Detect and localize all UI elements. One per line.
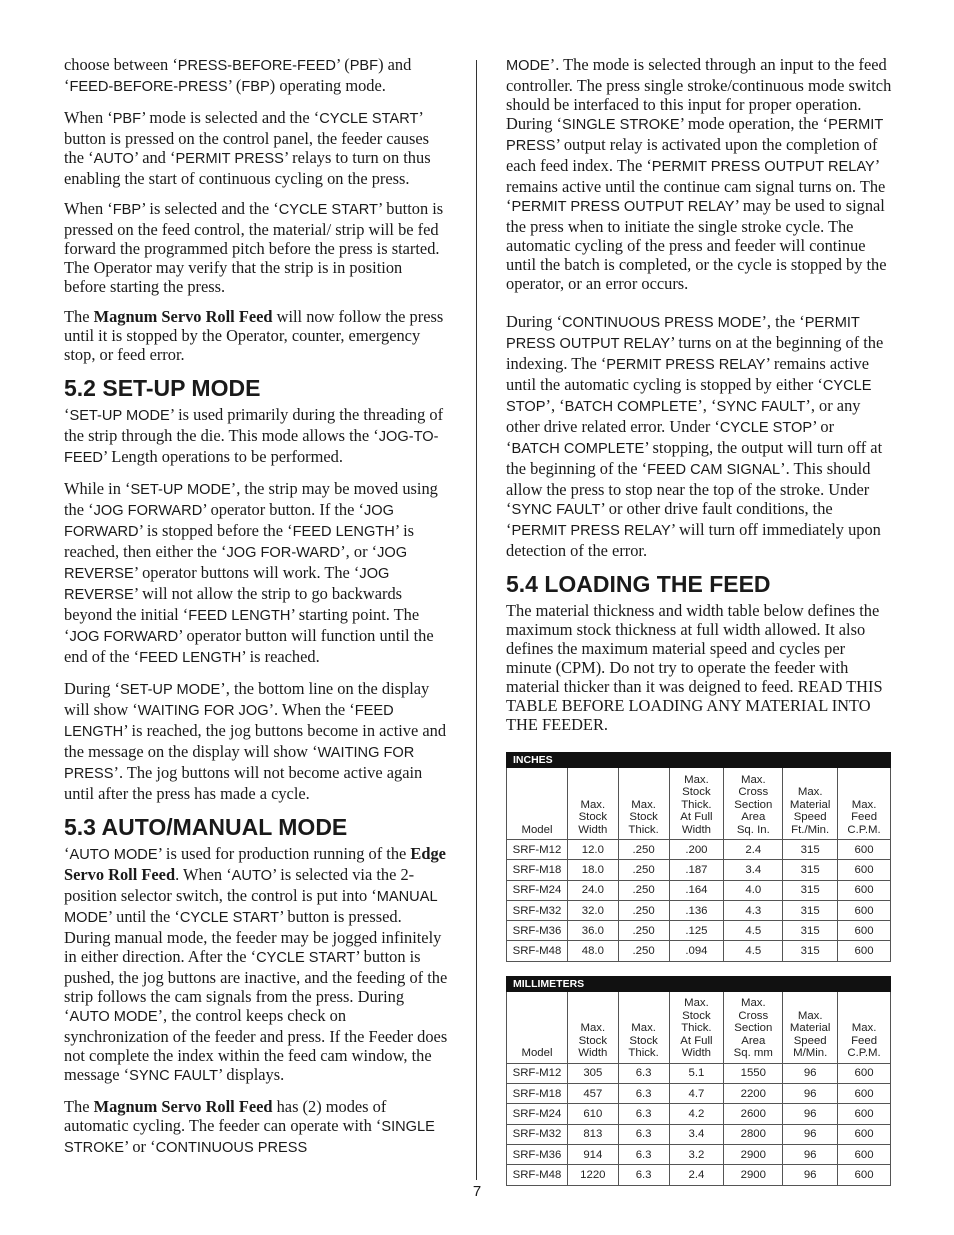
table-cell: 315: [783, 900, 838, 920]
table-cell: SRF-M24: [507, 880, 568, 900]
table-cell: SRF-M36: [507, 1144, 568, 1164]
table-cell: 6.3: [618, 1104, 669, 1124]
para-operating-mode: choose between ‘PRESS-BEFORE-FEED’ (PBF) and ‘FEED-BEFORE-PRESS’ (FBP) operating mode.: [64, 55, 412, 95]
table-cell: .250: [618, 941, 669, 961]
table-cell: 6.3: [618, 1165, 669, 1185]
table-cell: .187: [669, 860, 724, 880]
table-cell: 315: [783, 941, 838, 961]
table-cell: SRF-M12: [507, 840, 568, 860]
table-cell: 315: [783, 921, 838, 941]
table-cell: 914: [567, 1144, 618, 1164]
table-cell: 12.0: [567, 840, 618, 860]
spec-tables: [506, 752, 892, 1186]
table-cell: SRF-M48: [507, 941, 568, 961]
table-cell: 3.4: [724, 860, 783, 880]
column-header: Max. Stock Width: [567, 768, 618, 840]
table-cell: 610: [567, 1104, 618, 1124]
table-row: [507, 860, 891, 880]
table-unit-label: MILLIMETERS: [507, 976, 891, 991]
table-cell: .136: [669, 900, 724, 920]
table-cell: 4.0: [724, 880, 783, 900]
table-cell: 32.0: [567, 900, 618, 920]
heading-loading-feed: 5.4 LOADING THE FEED: [506, 571, 771, 597]
column-header: Max. Material Speed M/Min.: [783, 991, 838, 1063]
table-row: [507, 900, 891, 920]
table-cell: 600: [838, 880, 891, 900]
table-cell: 96: [783, 1084, 838, 1104]
table-cell: 600: [838, 1165, 891, 1185]
para-pbf-mode: When ‘PBF’ mode is selected and the ‘CYCLE START’ button is pressed on the control panel, the feeder causes the ‘AUTO’ and ‘PERMIT PRESS’ relays to turn on thus enabling the start of continuous cycling on the press.: [64, 108, 431, 188]
table-cell: .250: [618, 840, 669, 860]
table-cell: 600: [838, 1063, 891, 1083]
para-cycling-modes: The Magnum Servo Roll Feed has (2) modes of automatic cycling. The feeder can operate with ‘SINGLE STROKE’ or ‘CONTINUOUS PRESS: [64, 1097, 435, 1156]
table-row: [507, 1104, 891, 1124]
heading-setup-mode: 5.2 SET-UP MODE: [64, 375, 261, 401]
table-cell: SRF-M32: [507, 900, 568, 920]
column-header: Max. Cross Section Area Sq. mm: [724, 991, 783, 1063]
table-cell: SRF-M24: [507, 1104, 568, 1124]
table-cell: 2800: [724, 1124, 783, 1144]
table-cell: 96: [783, 1124, 838, 1144]
table-cell: 6.3: [618, 1063, 669, 1083]
table-cell: 4.3: [724, 900, 783, 920]
table-cell: .250: [618, 900, 669, 920]
column-header: Max. Stock Thick.: [618, 768, 669, 840]
table-cell: SRF-M18: [507, 1084, 568, 1104]
table-row: [507, 941, 891, 961]
table-cell: 813: [567, 1124, 618, 1144]
table-cell: 600: [838, 1124, 891, 1144]
para-auto-mode: ‘AUTO MODE’ is used for production running of the Edge Servo Roll Feed. When ‘AUTO’ is selected via the 2-position selector switch, the control is put into ‘MANUAL MODE’ until the ‘CYCLE START’ button is pressed. During manual mode, the feeder may be jogged infinitely in either direction. After the ‘CYCLE START’ button is pushed, the jog buttons are inactive, and the feeding of the strip follows the cam signals from the press. During ‘AUTO MODE’, the control keeps check on synchronization of the feeder and press. If the Feeder does not complete the index within the feed cam window, the message ‘SYNC FAULT’ displays.: [64, 844, 448, 1084]
column-header: Max. Cross Section Area Sq. In.: [724, 768, 783, 840]
table-unit-label: INCHES: [507, 753, 891, 768]
para-single-stroke: MODE’. The mode is selected through an input to the feed controller. The press single stroke/continuous mode switch should be interfaced to this input for proper operation. During ‘SINGLE STROKE’ mode operation, the ‘PERMIT PRESS’ output relay is activated upon the completion of each feed index. The ‘PERMIT PRESS OUTPUT RELAY’ remains active until the continue cam signal turns on. The ‘PERMIT PRESS OUTPUT RELAY’ may be used to signal the press when to initiate the single stroke cycle. The automatic cycling of the press and feeder will continue until the batch is completed, or the cycle is stopped by the operator, or an error occurs.: [506, 55, 892, 293]
table-cell: .250: [618, 860, 669, 880]
table-cell: .094: [669, 941, 724, 961]
table-cell: 24.0: [567, 880, 618, 900]
table-cell: .250: [618, 880, 669, 900]
column-header: Max. Stock Width: [567, 991, 618, 1063]
table-cell: 4.5: [724, 921, 783, 941]
table-cell: SRF-M12: [507, 1063, 568, 1083]
table-cell: 600: [838, 1084, 891, 1104]
table-cell: 600: [838, 1104, 891, 1124]
column-divider: [476, 60, 477, 1180]
column-header: Max. Stock Thick. At Full Width: [669, 768, 724, 840]
table-cell: 2.4: [669, 1165, 724, 1185]
table-cell: 6.3: [618, 1144, 669, 1164]
table-cell: 2900: [724, 1165, 783, 1185]
para-loading-intro: The material thickness and width table below defines the maximum stock thickness at full width allowed. It also defines the maximum material speed and cycles per minute (CPM). Do not try to operate the feeder with material thicker than it was deigned to feed. READ THIS TABLE BEFORE LOADING ANY MATERIAL INTO THE FEEDER.: [506, 601, 883, 734]
table-cell: 600: [838, 840, 891, 860]
column-header: Model: [507, 991, 568, 1063]
table-cell: 600: [838, 860, 891, 880]
table-cell: 457: [567, 1084, 618, 1104]
table-cell: SRF-M48: [507, 1165, 568, 1185]
table-cell: 6.3: [618, 1124, 669, 1144]
table-cell: .164: [669, 880, 724, 900]
table-cell: 315: [783, 880, 838, 900]
column-header: Max. Stock Thick. At Full Width: [669, 991, 724, 1063]
table-cell: .200: [669, 840, 724, 860]
column-header: Model: [507, 768, 568, 840]
table-cell: 2900: [724, 1144, 783, 1164]
table-cell: 4.7: [669, 1084, 724, 1104]
table-cell: 600: [838, 900, 891, 920]
table-row: [507, 1063, 891, 1083]
table-cell: 48.0: [567, 941, 618, 961]
table-cell: 2200: [724, 1084, 783, 1104]
column-header: Max. Stock Thick.: [618, 991, 669, 1063]
millimeters-table: [506, 976, 891, 1186]
column-header: Max. Feed C.P.M.: [838, 768, 891, 840]
table-cell: 5.1: [669, 1063, 724, 1083]
right-column: [506, 55, 892, 1186]
table-cell: 315: [783, 860, 838, 880]
table-cell: 4.5: [724, 941, 783, 961]
table-row: [507, 1144, 891, 1164]
table-cell: 96: [783, 1063, 838, 1083]
para-setup-display: During ‘SET-UP MODE’, the bottom line on the display will show ‘WAITING FOR JOG’. When the ‘FEED LENGTH’ is reached, the jog buttons become in active and the message on the display will show ‘WAITING FOR PRESS’. The jog buttons will not become active again until after the press has made a cycle.: [64, 679, 447, 803]
para-setup-intro: ‘SET-UP MODE’ is used primarily during the threading of the strip through the die. This mode allows the ‘JOG-TO-FEED’ Length operations to be performed.: [64, 405, 444, 466]
table-cell: 3.2: [669, 1144, 724, 1164]
table-row: [507, 1124, 891, 1144]
para-jog-buttons: While in ‘SET-UP MODE’, the strip may be moved using the ‘JOG FORWARD’ operator button. If the ‘JOG FORWARD’ is stopped before the ‘FEED LENGTH’ is reached, then either the ‘JOG FOR-WARD’, or ‘JOG REVERSE’ operator buttons will work. The ‘JOG REVERSE’ will not allow the strip to go backwards beyond the initial ‘FEED LENGTH’ starting point. The ‘JOG FORWARD’ operator button will function until the end of the ‘FEED LENGTH’ is reached.: [64, 479, 438, 666]
table-cell: SRF-M18: [507, 860, 568, 880]
table-cell: .125: [669, 921, 724, 941]
table-cell: 6.3: [618, 1084, 669, 1104]
table-cell: 1220: [567, 1165, 618, 1185]
table-row: [507, 840, 891, 860]
table-cell: 600: [838, 921, 891, 941]
table-row: [507, 880, 891, 900]
table-cell: 315: [783, 840, 838, 860]
table-cell: 3.4: [669, 1124, 724, 1144]
table-cell: 18.0: [567, 860, 618, 880]
para-continuous-press: During ‘CONTINUOUS PRESS MODE’, the ‘PERMIT PRESS OUTPUT RELAY’ turns on at the beginning of the indexing. The ‘PERMIT PRESS RELAY’ remains active until the automatic cycling is stopped by either ‘CYCLE STOP’, ‘BATCH COMPLETE’, ‘SYNC FAULT’, or any other drive related error. Under ‘CYCLE STOP’ or ‘BATCH COMPLETE’ stopping, the output will turn off at the beginning of the ‘FEED CAM SIGNAL’. This should allow the press to stop near the top of the stroke. Under ‘SYNC FAULT’ or other drive fault conditions, the ‘PERMIT PRESS RELAY’ will turn off immediately upon detection of the error.: [506, 312, 884, 560]
table-cell: SRF-M36: [507, 921, 568, 941]
page-number: 7: [472, 1183, 482, 1200]
table-cell: 2.4: [724, 840, 783, 860]
heading-auto-manual-mode: 5.3 AUTO/MANUAL MODE: [64, 814, 348, 840]
table-cell: 96: [783, 1165, 838, 1185]
table-cell: 96: [783, 1104, 838, 1124]
para-follow-press: The Magnum Servo Roll Feed will now follow the press until it is stopped by the Operator, counter, emergency stop, or feed error.: [64, 307, 444, 364]
table-cell: 96: [783, 1144, 838, 1164]
table-cell: 305: [567, 1063, 618, 1083]
column-header: Max. Material Speed Ft./Min.: [783, 768, 838, 840]
table-cell: 600: [838, 1144, 891, 1164]
table-cell: 1550: [724, 1063, 783, 1083]
table-cell: SRF-M32: [507, 1124, 568, 1144]
table-cell: 36.0: [567, 921, 618, 941]
inches-table: [506, 752, 891, 962]
left-column: [64, 55, 448, 1169]
table-cell: .250: [618, 921, 669, 941]
para-fbp-mode: When ‘FBP’ is selected and the ‘CYCLE START’ button is pressed on the feed control, the material/ strip will be fed forward the programmed pitch before the press is started. The Operator may verify that the strip is in position before starting the press.: [64, 199, 444, 296]
table-cell: 4.2: [669, 1104, 724, 1124]
table-row: [507, 1084, 891, 1104]
table-cell: 2600: [724, 1104, 783, 1124]
table-cell: 600: [838, 941, 891, 961]
column-header: Max. Feed C.P.M.: [838, 991, 891, 1063]
table-row: [507, 921, 891, 941]
